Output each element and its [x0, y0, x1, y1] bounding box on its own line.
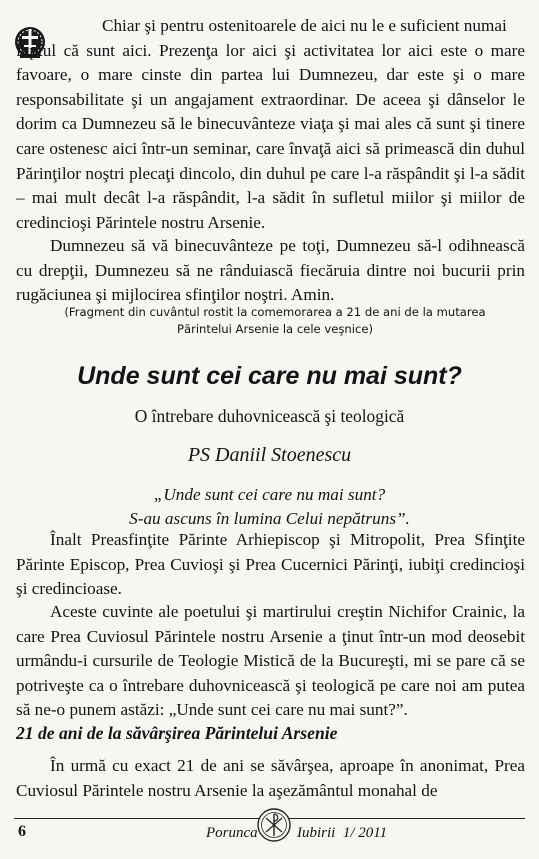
page-number: 6: [18, 823, 26, 840]
article-author: PS Daniil Stoenescu: [187, 444, 352, 466]
paragraph-anniversary: În urmă cu exact 21 de ani se săvârşea, aproape în anonimat, Prea Cuviosul Părintele nostru Arsenie la aşezământul monahal de: [16, 756, 525, 800]
monogram-emblem-icon: [256, 807, 292, 843]
article-title: Unde sunt cei care nu mai sunt?: [77, 362, 462, 390]
paragraph-crainic: Aceste cuvinte ale poetului şi martirului creştin Nichifor Crainic, la care Prea Cuviosul Părintele nostru Arsenie a ţinut într-un mod deosebit urmându-i cursurile de Teologie Mistică de la Bucureşti, mi se pare că se potriveşte ca o întrebare duhovnicească şi teologică pe care noi am putea să ne-o punem astăzi: „Unde sunt cei care nu mai sunt?”.: [16, 602, 525, 720]
paragraph-address: Înalt Preasfinţite Părinte Arhiepiscop şi Mitropolit, Prea Sfinţite Părinte Episcop, Prea Cuvioşi şi Prea Cucernici Părinţi, iubiţi credincioşi şi credincioase.: [16, 530, 525, 599]
paragraph-intro-rest: faptul că sunt aici. Prezenţa lor aici şi activitatea lor aici este o mare favoare, o mare cinste din partea lui Dumnezeu, dar este şi o mare responsabilitate şi un angajament extraordinar. De aceea şi dânselor le dorim ca Dumnezeu să le binecuvânteze viaţa şi mai ales că sunt şi tinere care ostenesc aici într-un seminar, care învaţă aici să primească din duhul Părinţilor noştri plecaţi dincolo, din duhul pe care l-a răspândit şi l-a sădit – mai mult decât l-a răspândit, l-a sădit în sufletul miilor şi miilor de credincioşi Părintele nostru Arsenie.: [16, 40, 525, 232]
paragraph-intro-first-line: Chiar şi pentru ostenitoarele de aici nu le e suficient numai: [102, 16, 507, 35]
paragraph-intro: [16, 14, 525, 235]
section-heading: 21 de ani de la săvârşirea Părintelui Arsenie: [16, 723, 338, 743]
source-note: (Fragment din cuvântul rostit la comemorarea a 21 de ani de la mutarea Părintelui Arsenie la cele veşnice): [64, 305, 486, 336]
publication-name-left: Porunca: [206, 825, 258, 841]
epigraph-line-1: „Unde sunt cei care nu mai sunt?: [153, 485, 386, 504]
article-subtitle: O întrebare duhovnicească şi teologică: [134, 406, 405, 426]
epigraph-line-2: S-au ascuns în lumina Celui nepătruns”.: [129, 509, 410, 528]
publication-name-right: Iubirii 1/ 2011: [297, 825, 388, 841]
epigraph-quote: [0, 483, 539, 531]
paragraph-blessing: Dumnezeu să vă binecuvânteze pe toţi, Dumnezeu să-l odihnească cu drepţii, Dumnezeu să ne rânduiască fiecăruia dintre noi bucurii prin rugăciunea şi mijlocirea sfinţilor noştri. Amin.: [16, 236, 525, 305]
